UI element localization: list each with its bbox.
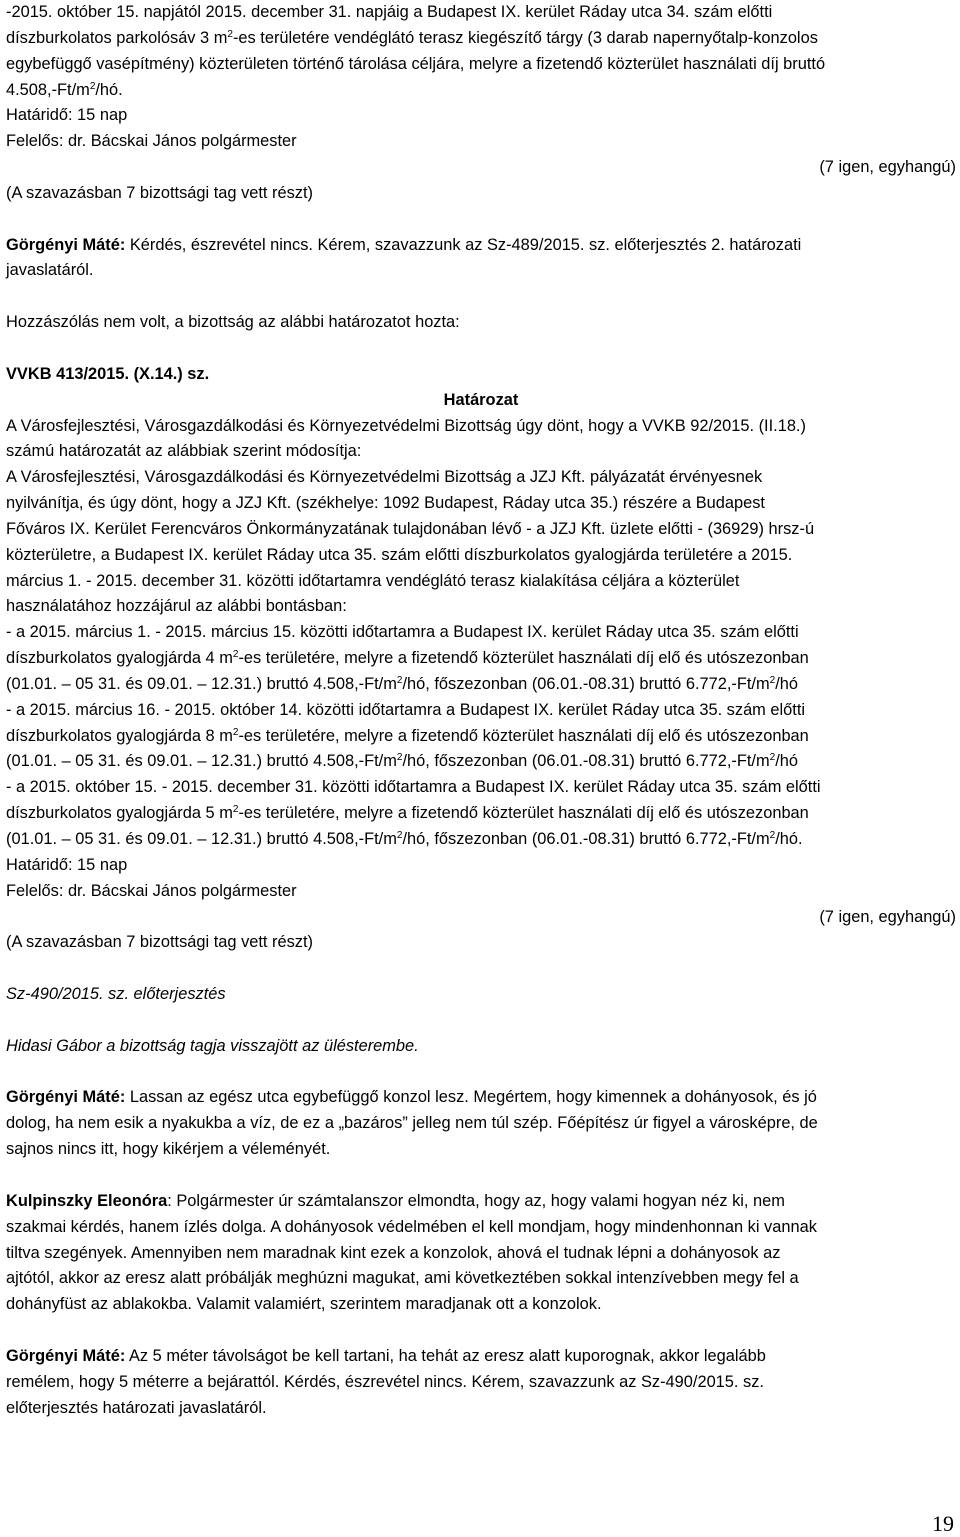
text-line: - a 2015. március 16. - 2015. október 14. közötti időtartamra a Budapest IX. kerület Ráday utca 35. szám előtti xyxy=(6,700,806,719)
text-line: sajnos nincs itt, hogy kikérjem a véleményét. xyxy=(6,1140,331,1159)
text-line: javaslatáról. xyxy=(6,261,94,280)
text-line: (01.01. – 05 31. és 09.01. – 12.31.) bruttó $4.508,-Ft/m^2/hó$, főszezonban (06.01.-08.31) bruttó $6.772,-Ft/m^2/hó$ xyxy=(6,674,798,693)
text-line: -2015. október 15. napjától 2015. december 31. napjáig a Budapest IX. kerület Ráday utca 34. szám előtti xyxy=(6,3,773,21)
text-line: tiltva szegények. Amennyiben nem maradnak kint ezek a konzolok, ahová el tudnak lépni a dohányosok az xyxy=(6,1243,781,1262)
speaker-paragraph: Kulpinszky Eleonóra: Polgármester úr számtalanszor elmondta, hogy az, hogy valami hogyan néz ki, nem xyxy=(6,1191,785,1210)
text-line: A Városfejlesztési, Városgazdálkodási és Környezetvédelmi Bizottság úgy dönt, hogy a VVKB 92/2015. (II.18.) xyxy=(6,416,806,435)
text-line: díszburkolatos gyalogjárda 8 $m^2-es$ területére, melyre a fizetendő közterület használati díj elő és utószezonban xyxy=(6,726,809,745)
speaker-name: Kulpinszky Eleonóra xyxy=(6,1191,168,1210)
text-line: dohányfüst az ablakokba. Valamit valamiért, szerintem maradjanak ott a konzolok. xyxy=(6,1295,602,1314)
text-line: nyilvánítja, és úgy dönt, hogy a JZJ Kft. (székhelye: 1092 Budapest, Ráday utca 35.) részére a Budapest xyxy=(6,494,765,513)
text-line: dolog, ha nem esik a nyakukba a víz, de ez a „bazáros” jelleg nem túl szép. Főépítész úr figyel a városképre, de xyxy=(6,1114,818,1133)
deadline: Határidő: 15 nap xyxy=(6,855,128,874)
speaker-paragraph: Görgényi Máté: Kérdés, észrevétel nincs. Kérem, szavazzunk az Sz-489/2015. sz. előterjesztés 2. határozati xyxy=(6,235,802,254)
resolution-title: Határozat xyxy=(443,390,519,409)
text-line: használatához hozzájárul az alábbi bontásban: xyxy=(6,597,347,616)
text-line: (01.01. – 05 31. és 09.01. – 12.31.) bruttó $4.508,-Ft/m^2/hó$, főszezonban (06.01.-08.31) bruttó $6.772,-Ft/m^2/hó$ xyxy=(6,752,798,771)
speaker-name: Görgényi Máté: xyxy=(6,1088,126,1107)
proposal-heading: Sz-490/2015. sz. előterjesztés xyxy=(6,985,226,1004)
member-return-note: Hidasi Gábor a bizottság tagja visszajött az ülésterembe. xyxy=(6,1036,419,1055)
text-line: díszburkolatos gyalogjárda 4 $m^2-es$ területére, melyre a fizetendő közterület használati díj elő és utószezonban xyxy=(6,649,809,668)
text-line: - a 2015. október 15. - 2015. december 31. közötti időtartamra a Budapest IX. kerület Ráday utca 35. szám előtti xyxy=(6,778,821,797)
text-line: előterjesztés határozati javaslatáról. xyxy=(6,1398,267,1417)
text-line: díszburkolatos gyalogjárda 5 $m^2-es$ területére, melyre a fizetendő közterület használati díj elő és utószezonban xyxy=(6,804,809,823)
document-body xyxy=(6,0,956,1421)
text-line: szakmai kérdés, hanem ízlés dolga. A dohányosok védelmében el kell mondjam, hogy mindenhonnan ki vannak xyxy=(6,1217,817,1236)
text-line: díszburkolatos parkolósáv 3 $m^2-es$ területére vendéglátó terasz kiegészítő tárgy (3 darab napernyőtalp-konzolos xyxy=(6,28,818,47)
speaker-name: Görgényi Máté: xyxy=(6,1346,126,1365)
speaker-paragraph: Görgényi Máté: Az 5 méter távolságot be kell tartani, ha tehát az eresz alatt kuporognak, akkor legalább xyxy=(6,1346,766,1365)
vote-result: (7 igen, egyhangú) xyxy=(819,907,956,926)
speaker-paragraph: Görgényi Máté: Lassan az egész utca egybefüggő konzol lesz. Megértem, hogy kimennek a dohányosok, és jó xyxy=(6,1088,817,1107)
text-line: - a 2015. március 1. - 2015. március 15. közötti időtartamra a Budapest IX. kerület Ráday utca 35. szám előtti xyxy=(6,623,799,642)
text-line: közterületre, a Budapest IX. kerület Ráday utca 35. szám előtti díszburkolatos gyalogjárda területére a 2015. xyxy=(6,545,793,564)
text-line: $4.508,-Ft/m^2/hó$. xyxy=(6,80,123,99)
text-line: A Városfejlesztési, Városgazdálkodási és Környezetvédelmi Bizottság a JZJ Kft. pályázatát érvényesnek xyxy=(6,468,763,487)
responsible: Felelős: dr. Bácskai János polgármester xyxy=(6,132,297,151)
text-line: ajtótól, akkor az eresz alatt próbálják meghúzni magukat, ami következtében sokkal intenzívebben megy fel a xyxy=(6,1269,799,1288)
text-line: március 1. - 2015. december 31. közötti időtartamra vendéglátó terasz kialakítása céljára a közterület xyxy=(6,571,740,590)
vote-result: (7 igen, egyhangú) xyxy=(819,158,956,177)
text-line: egybefüggő vasépítmény) közterületen történő tárolása céljára, melyre a fizetendő közterület használati díj bruttó xyxy=(6,54,826,73)
vote-participation: (A szavazásban 7 bizottsági tag vett részt) xyxy=(6,183,314,202)
speaker-name: Görgényi Máté: xyxy=(6,235,126,254)
vote-participation: (A szavazásban 7 bizottsági tag vett részt) xyxy=(6,933,314,952)
no-comment-note: Hozzászólás nem volt, a bizottság az alábbi határozatot hozta: xyxy=(6,313,460,332)
resolution-number: VVKB 413/2015. (X.14.) sz. xyxy=(6,364,210,383)
text-line: Főváros IX. Kerület Ferencváros Önkormányzatának tulajdonában lévő - a JZJ Kft. üzlete előtti - (36929) hrsz-ú xyxy=(6,519,815,538)
text-line: remélem, hogy 5 méterre a bejárattól. Kérdés, észrevétel nincs. Kérem, szavazzunk az Sz-490/2015. sz. xyxy=(6,1372,764,1391)
page-number: 19 xyxy=(932,1511,954,1536)
responsible: Felelős: dr. Bácskai János polgármester xyxy=(6,881,297,900)
text-line: (01.01. – 05 31. és 09.01. – 12.31.) bruttó $4.508,-Ft/m^2/hó$, főszezonban (06.01.-08.31) bruttó $6.772,-Ft/m^2/hó$. xyxy=(6,830,803,848)
deadline: Határidő: 15 nap xyxy=(6,106,128,125)
text-line: számú határozatát az alábbiak szerint módosítja: xyxy=(6,442,362,461)
